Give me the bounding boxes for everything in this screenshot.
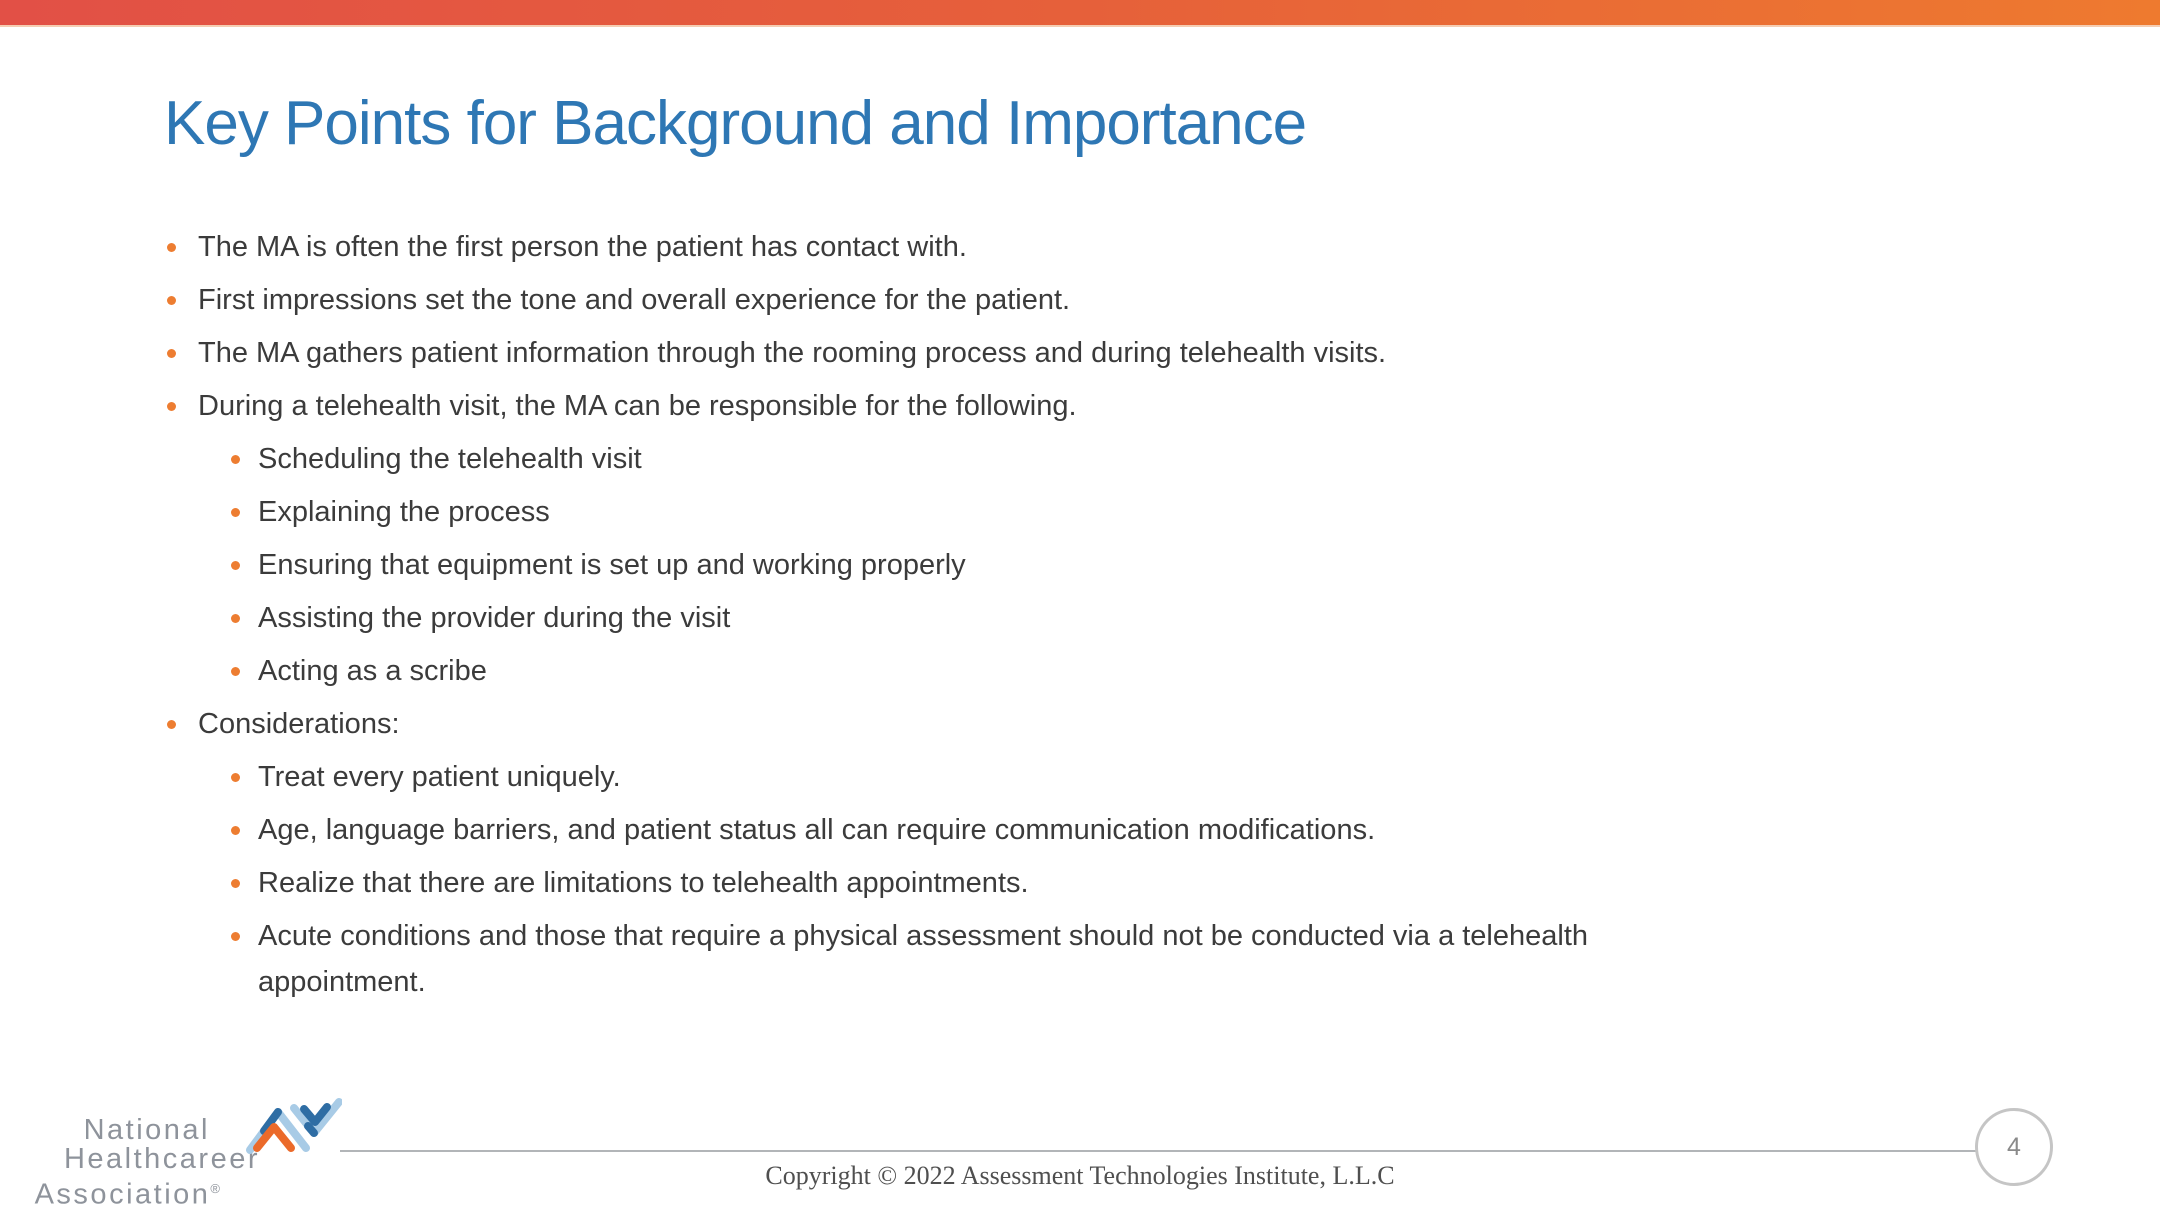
list-item <box>164 595 1694 641</box>
nha-logo-icon <box>242 1096 342 1158</box>
bullet-icon <box>167 402 176 411</box>
slide-title: Key Points for Background and Importance <box>164 89 1307 158</box>
list-item <box>164 701 1694 747</box>
bullet-icon <box>167 296 176 305</box>
bullet-icon <box>167 349 176 358</box>
list-item <box>164 436 1694 482</box>
list-item <box>164 648 1694 694</box>
list-item-text: Treat every patient uniquely. <box>258 761 621 793</box>
bullet-icon <box>167 243 176 252</box>
list-item <box>164 542 1694 588</box>
bullet-icon <box>231 932 240 941</box>
bullet-icon <box>231 773 240 782</box>
list-item <box>164 807 1694 853</box>
list-item <box>164 277 1694 323</box>
list-item-text: Explaining the process <box>258 496 550 528</box>
footer-divider <box>340 1150 1976 1152</box>
registered-trademark-icon: ® <box>210 1181 220 1196</box>
logo-line-association: Association® <box>34 1178 220 1211</box>
list-item-text: The MA gathers patient information through the rooming process and during telehealth visits. <box>198 337 1387 369</box>
list-item <box>164 489 1694 535</box>
logo-line-healthcareer: Healthcareer <box>63 1143 260 1175</box>
list-item-text: First impressions set the tone and overall experience for the patient. <box>198 284 1071 316</box>
bullet-icon <box>231 455 240 464</box>
list-item <box>164 330 1694 376</box>
list-item <box>164 860 1694 906</box>
bullet-list <box>164 224 1694 1012</box>
bullet-icon <box>231 879 240 888</box>
bullet-icon <box>231 826 240 835</box>
list-item <box>164 913 1694 1005</box>
bullet-icon <box>231 614 240 623</box>
list-item-text: Acting as a scribe <box>258 655 487 687</box>
top-accent-bar <box>0 0 2160 27</box>
list-item-text: During a telehealth visit, the MA can be responsible for the following. <box>198 390 1077 422</box>
copyright-text: Copyright © 2022 Assessment Technologies Institute, L.L.C <box>765 1161 1395 1190</box>
list-item-text: Acute conditions and those that require a physical assessment should not be conducted via a telehealth appointment. <box>258 920 1589 998</box>
list-item <box>164 383 1694 429</box>
list-item-text: Ensuring that equipment is set up and working properly <box>258 549 966 581</box>
list-item-text: Considerations: <box>198 708 400 740</box>
list-item-text: Assisting the provider during the visit <box>258 602 731 634</box>
bullet-icon <box>231 561 240 570</box>
list-item-text: Realize that there are limitations to telehealth appointments. <box>258 867 1029 899</box>
list-item-text: The MA is often the first person the patient has contact with. <box>198 231 967 263</box>
list-item-text: Age, language barriers, and patient status all can require communication modifications. <box>258 814 1376 846</box>
page-number: 4 <box>2007 1132 2021 1161</box>
list-item <box>164 754 1694 800</box>
bullet-icon <box>231 508 240 517</box>
logo-line-national: National <box>83 1114 210 1146</box>
bullet-icon <box>167 720 176 729</box>
list-item-text: Scheduling the telehealth visit <box>258 443 642 475</box>
list-item <box>164 224 1694 270</box>
bullet-icon <box>231 667 240 676</box>
